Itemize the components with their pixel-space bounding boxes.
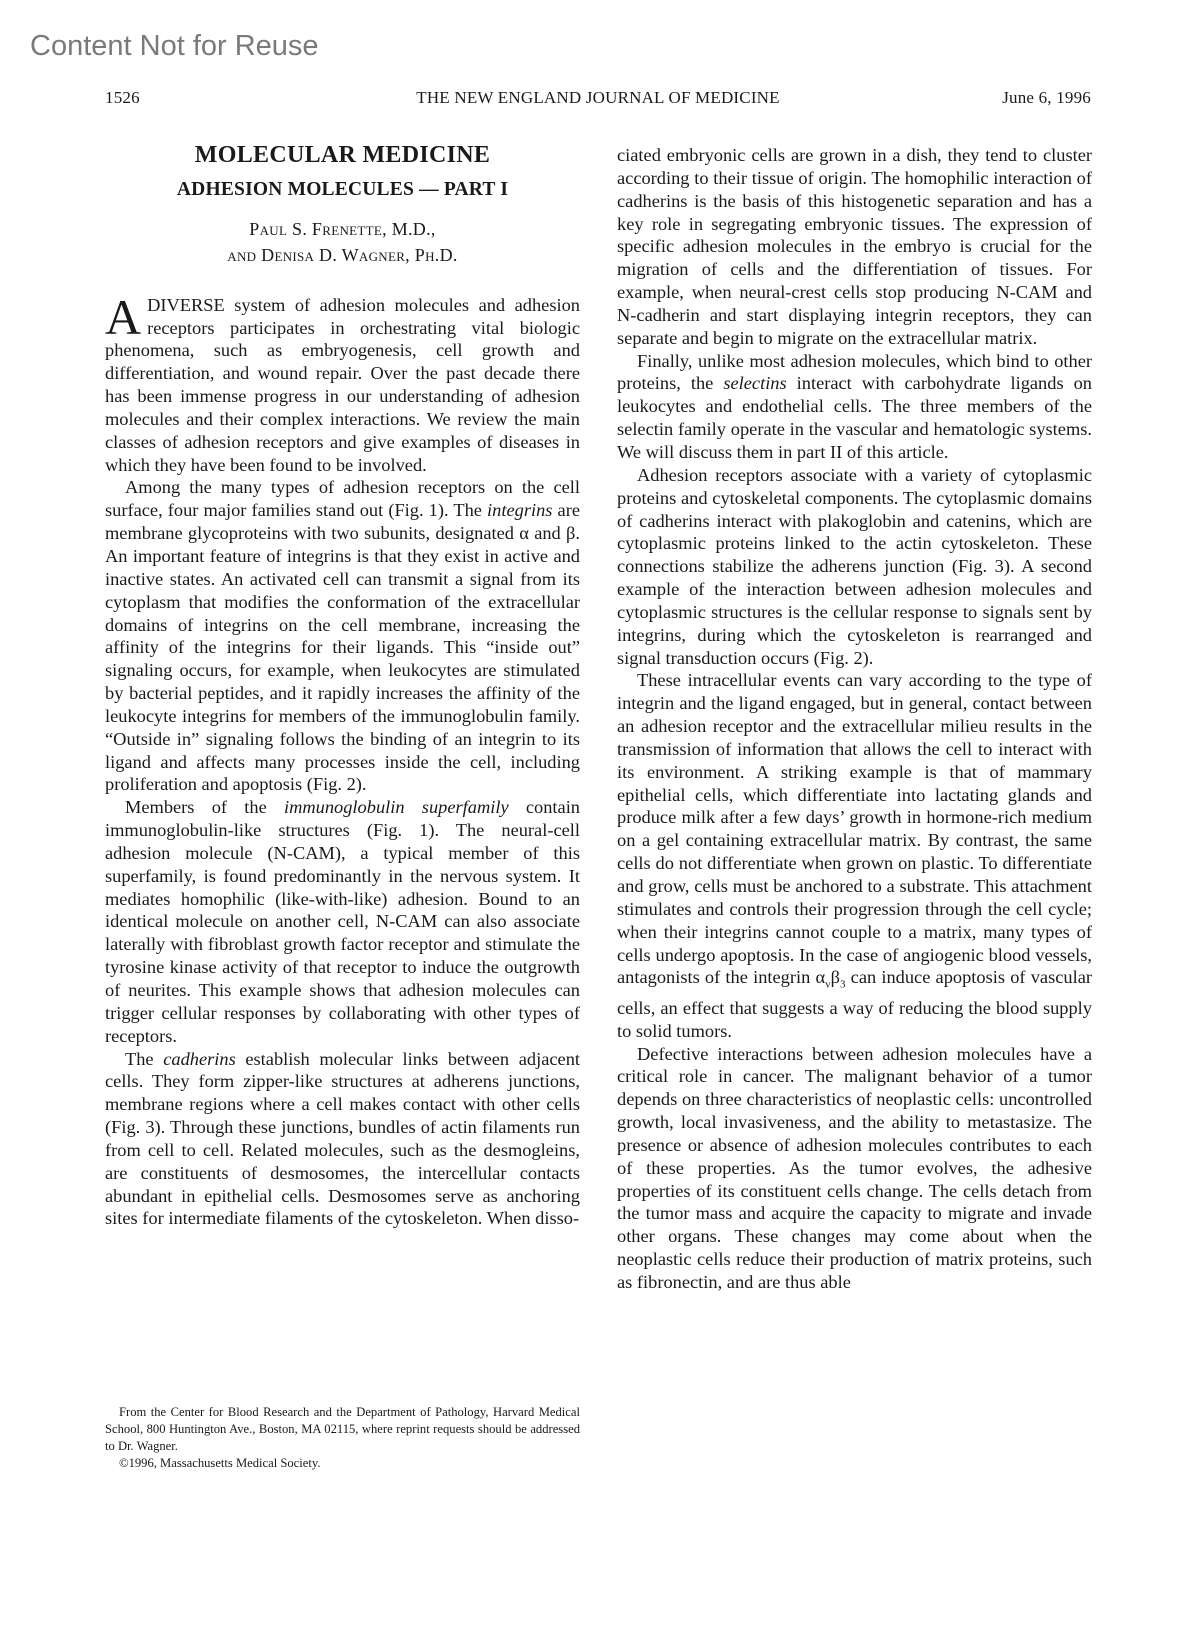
paragraph: Adhesion receptors associate with a variety of cytoplasmic proteins and cytoskeletal components. The cytoplasmic domains of cadherins interact with plakoglobin and catenins, which are cytoplasmic proteins linked to the actin cytoskeleton. These connections stabilize the adherens junction (Fig. 3). A second example of the interaction between adhesion molecules and cytoplasmic structures is the cellular response to signals sent by integrins, during which the cytoskeleton is rearranged and signal transduction occurs (Fig. 2).: [617, 464, 1092, 668]
section-title: MOLECULAR MEDICINE: [194, 142, 491, 168]
term-integrins: integrins: [487, 500, 553, 521]
paragraph-text: contain immunoglobulin-like structures (Fig. 1). The neural-cell adhesion molecule (N-CAM), a typical member of this superfamily, is found predominantly in the nervous system. It mediates homophilic (like-with-like) adhesion. Bound to an identical molecule on another cell, N-CAM can also associate laterally with fibroblast growth factor receptor and stimulate the tyrosine kinase activity of that receptor to induce the outgrowth of neurites. This example shows that adhesion molecules can trigger cellular responses by collaborating with other types of receptors.: [105, 797, 580, 1046]
paragraph-text: Members of the: [125, 797, 284, 818]
paragraph-text: Finally, unlike most adhesion molecules, which bind to other proteins, the: [617, 350, 1092, 394]
watermark: Content Not for Reuse: [30, 30, 319, 62]
paragraph: [105, 288, 580, 477]
footnote-affiliation: From the Center for Blood Research and the Department of Pathology, Harvard Medical School, 800 Huntington Ave., Boston, MA 02115, where reprint requests should be addressed to Dr. Wagner.: [105, 1405, 580, 1453]
paragraph-text: can induce apoptosis of vascular cells, an effect that suggests a way of reducing the blood supply to solid tumors.: [617, 967, 1092, 1041]
paragraph: [105, 1048, 580, 1231]
subscript: v: [825, 979, 831, 992]
article-title: ADHESION MOLECULES — PART I: [176, 178, 509, 200]
paragraph: ciated embryonic cells are grown in a dish, they tend to cluster according to their tissue of origin. The homophilic interaction of cadherins is the basis of this histogenetic separation and has a key role in segregating embryonic tissues. The expression of specific adhesion molecules in the embryo is crucial for the migration of cells and the differentiation of tissues. For example, when neural-crest cells stop producing N-CAM and N-cadherin and start displaying integrin receptors, they can separate and begin to migrate on the extracellular matrix.: [617, 145, 1092, 348]
paragraph: [105, 796, 580, 1047]
paragraph-text: interact with carbohydrate ligands on leukocytes and endothelial cells. The three members of the selectin family operate in the vascular and hematologic systems. We will discuss them in part II of this article.: [617, 373, 1092, 462]
paragraph: [617, 350, 1092, 464]
paragraph-text: β: [830, 967, 840, 988]
authors: [105, 216, 580, 268]
paragraph: Defective interactions between adhesion molecules have a critical role in cancer. The malignant behavior of a tumor depends on three characteristics of neoplastic cells: uncontrolled growth, local invasiveness, and the ability to metastasize. The presence or absence of adhesion molecules contributes to each of these properties. As the tumor evolves, the adhesive properties of its constituent cells change. The cells detach from the tumor mass and acquire the capacity to migrate and invade other organs. These changes may come about when the neoplastic cells reduce their production of matrix proteins, such as fibronectin, and are thus able: [617, 1043, 1092, 1293]
paragraph-text: These intracellular events can vary according to the type of integrin and the ligand engaged, but in general, contact between an adhesion receptor and the extracellular milieu results in the transmission of information that allows the cell to interact with its environment. A striking example is that of mammary epithelial cells, which differentiate into lactating glands and produce milk after a few days’ growth in hormone-rich medium on a gel containing extracellular matrix. By contrast, the same cells do not differentiate when grown on plastic. To differentiate and grow, cells must be anchored to a substrate. This attachment stimulates and controls their progression through the cell cycle; when their integrins cannot couple to a matrix, many types of cells undergo apoptosis. In the case of angiogenic blood vessels, antagonists of the integrin α: [617, 670, 1092, 988]
author-line-1: Paul S. Frenette, M.D.,: [249, 218, 436, 239]
paragraph: [617, 669, 1092, 1042]
paragraph-text: The: [125, 1048, 164, 1069]
running-head: [105, 88, 1091, 110]
paragraph-text: are membrane glycoproteins with two subunits, designated α and β. An important feature of integrins is that they exist in active and inactive states. An activated cell can transmit a signal from its cytoplasm that modifies the conformation of the extracellular domains of integrins on the cell membrane, increasing the affinity of the integrins for their ligands. This “inside out” signaling occurs, for example, when leukocytes are stimulated by bacterial peptides, and it rapidly increases the affinity of the leukocyte integrins for members of the immunoglobulin family. “Outside in” signaling follows the binding of an integrin to its ligand and affects many processes inside the cell, including proliferation and apoptosis (Fig. 2).: [105, 500, 580, 795]
footnote-copyright: ©1996, Massachusetts Medical Society.: [119, 1456, 321, 1470]
footnote: [105, 1404, 580, 1472]
term-selectins: selectins: [723, 373, 787, 394]
paragraph-text: establish molecular links between adjacent cells. They form zipper-like structures at adherens junctions, membrane regions where a cell makes contact with other cells (Fig. 3). Through these junctions, bundles of actin filaments run from cell to cell. Related molecules, such as the desmogleins, are constituents of desmosomes, the intercellular contacts abundant in epithelial cells. Desmosomes serve as anchoring sites for intermediate filaments of the cytoskeleton. When disso-: [105, 1048, 580, 1229]
drop-cap: A: [105, 288, 142, 345]
page-number: 1526: [105, 88, 140, 107]
right-column: [617, 144, 1092, 1294]
journal-name: THE NEW ENGLAND JOURNAL OF MEDICINE: [416, 88, 780, 107]
term-immunoglobulin-superfamily: immunoglobulin superfamily: [283, 797, 509, 818]
term-cadherins: cadherins: [163, 1048, 236, 1069]
left-column: [105, 144, 580, 1230]
author-line-2: and Denisa D. Wagner, Ph.D.: [227, 244, 458, 265]
paragraph-text: DIVERSE system of adhesion molecules and adhesion receptors participates in orchestrating vital biologic phenomena, such as embryogenesis, cell growth and differentiation, and wound repair. Over the past decade there has been immense progress in our understanding of adhesion molecules and their complex interactions. We review the main classes of adhesion receptors and give examples of diseases in which they have been found to be involved.: [105, 294, 580, 475]
paragraph-text: Among the many types of adhesion receptors on the cell surface, four major families stand out (Fig. 1). The: [105, 477, 580, 521]
issue-date: June 6, 1996: [1002, 88, 1091, 107]
paragraph: [105, 476, 580, 796]
subscript: 3: [839, 979, 846, 992]
